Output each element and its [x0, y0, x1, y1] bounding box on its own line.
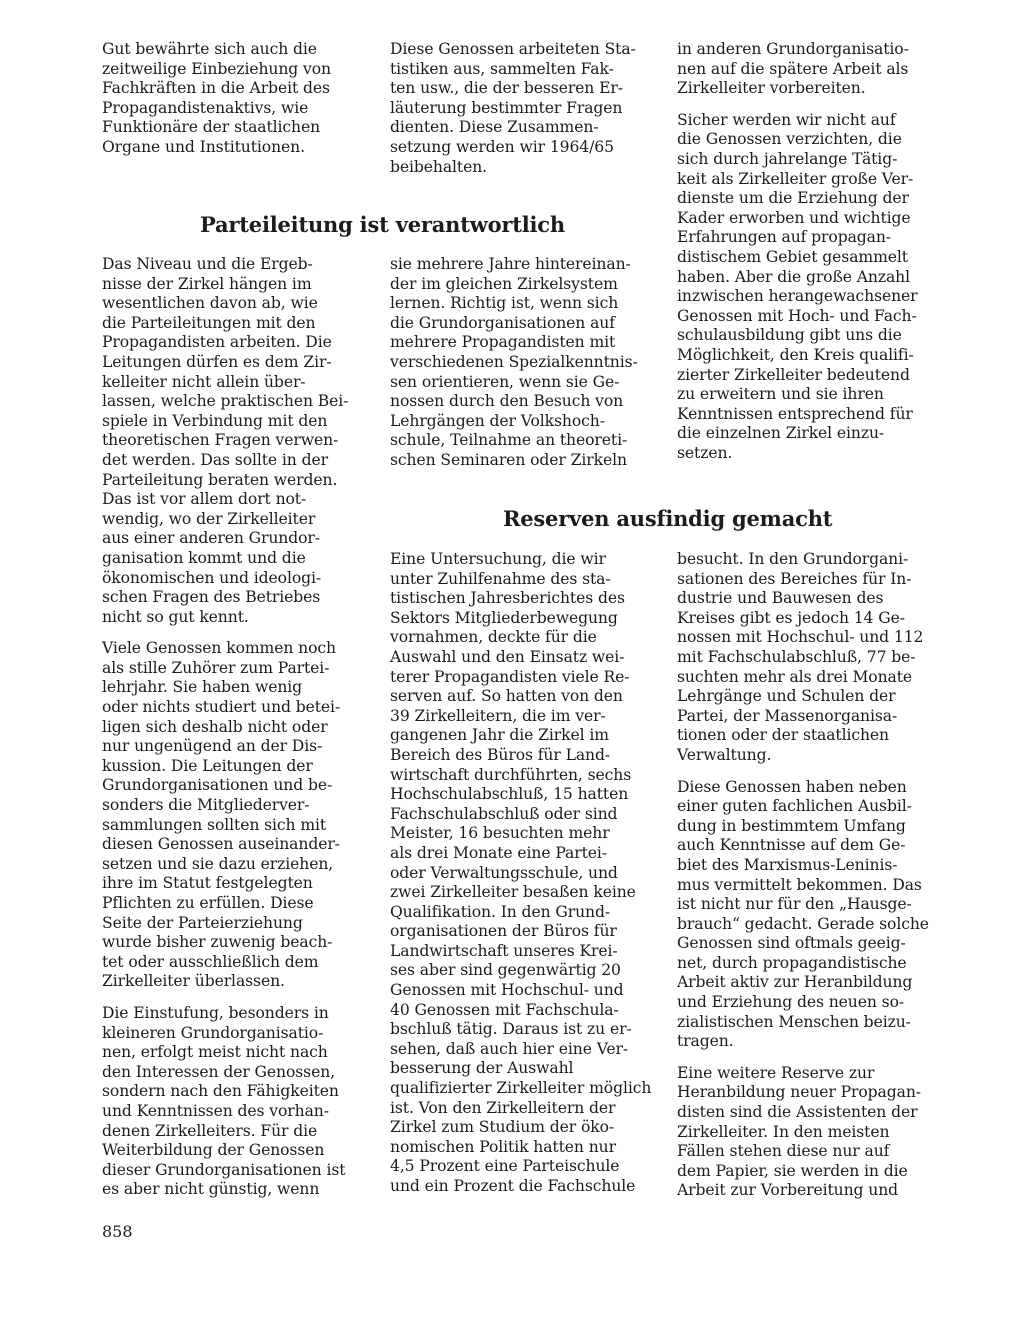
section-heading-2: Reserven ausfindig gemacht [503, 506, 833, 531]
paragraph: Diese Genossen haben neben einer guten fachlichen Ausbil- dung in bestimmtem Umfang auch Kenntnisse auf dem Ge- biet des Marxismus-Leninis- mus vermittelt bekommen. Das ist nicht nur für den „Hausge- brauch“ gedacht. Gerade solche Genossen sind oftmals geeig- net, durch propagandistische Arbeit aktiv zur Heranbildung und Erziehung des neuen so- zialistischen Menschen beizu- tragen. [677, 777, 929, 1051]
paragraph: in anderen Grundorganisatio- nen auf die spätere Arbeit als Zirkelleiter vorbereiten. [677, 40, 909, 98]
paragraph: Die Einstufung, besonders in kleineren Grundorganisatio- nen, erfolgt meist nicht nach den Interessen der Genossen, sondern nach den Fähigkeiten und Kenntnissen des vorhan- denen Zirkelleiters. Für die Weiterbildung der Genossen dieser Grundorganisationen ist es aber nicht günstig, wenn [102, 1003, 346, 1199]
column-3-upper [677, 40, 935, 463]
paragraph: Viele Genossen kommen noch als stille Zuhörer zum Partei- lehrjahr. Sie haben wenig oder nichts studiert und betei- ligen sich deshalb nicht oder nur ungenügend an der Dis- kussion. Die Leitungen der Grundorganisationen und be- sonders die Mitgliederver- sammlungen sollten sich mit diesen Genossen auseinander- setzen und sie dazu erziehen, ihre im Statut festgelegten Pflichten zu erfüllen. Diese Seite der Parteierziehung wurde bisher zuwenig beach- tet oder ausschließlich dem Zirkelleiter überlassen. [102, 639, 341, 991]
column-1 [102, 255, 364, 1200]
paragraph: besucht. In den Grundorgani- sationen des Bereiches für In- dustrie und Bauwesen des Kreises gibt es jedoch 14 Ge- nossen mit Hochschul- und 112 mit Fachschulabschluß, 77 be- suchten mehr als drei Monate Lehrgänge und Schulen der Partei, der Massenorganisa- tionen oder der staatlichen Verwaltung. [677, 550, 924, 764]
top-column-1 [102, 40, 364, 158]
paragraph: Das Niveau und die Ergeb- nisse der Zirkel hängen im wesentlichen davon ab, wie die Parteileitungen mit den Propagandisten arbeiten. Die Leitungen dürfen es dem Zir- kelleiter nicht allein über- lassen, welche praktischen Bei- spiele in Verbindung mit den theoretischen Fragen verwen- det werden. Das sollte in der Parteileitung beraten werden. Das ist vor allem dort not- wendig, wo der Zirkelleiter aus einer anderen Grundor- ganisation kommt und die ökonomischen und ideologi- schen Fragen des Betriebes nicht so gut kennt. [102, 255, 349, 626]
paragraph: Gut bewährte sich auch die zeitweilige Einbeziehung von Fachkräften in die Arbeit des Propagandistenaktivs, wie Funktionäre der staatlichen Organe und Institutionen. [102, 40, 331, 156]
section-heading-1: Parteileitung ist verantwortlich [200, 212, 565, 237]
paragraph: sie mehrere Jahre hintereinan- der im gleichen Zirkelsystem lernen. Richtig ist, wenn sich die Grundorganisationen auf mehrere Propagandisten mit verschiedenen Spezialkenntnis- sen orientieren, wenn sie Ge- nossen durch den Besuch von Lehrgängen der Volkshoch- schule, Teilnahme an theoreti- schen Seminaren oder Zirkeln [390, 255, 638, 469]
paragraph: Eine Untersuchung, die wir unter Zuhilfenahme des sta- tistischen Jahresberichtes des Sektors Mitgliederbewegung vornahmen, deckte für die Auswahl und den Einsatz wei- terer Propagandisten viele Re- serven auf. So hatten von den 39 Zirkelleitern, die im ver- gangenen Jahr die Zirkel im Bereich des Büros für Land- wirtschaft durchführten, sechs Hochschulabschluß, 15 hatten Fachschulabschluß oder sind Meister, 16 besuchten mehr als drei Monate eine Partei- oder Verwaltungsschule, und zwei Zirkelleiter besaßen keine Qualifikation. In den Grund- organisationen der Büros für Landwirtschaft unseres Krei- ses aber sind gegenwärtig 20 Genossen mit Hochschul- und 40 Genossen mit Fachschula- bschluß tätig. Daraus ist zu er- sehen, daß auch hier eine Ver- besserung der Auswahl qualifizierter Zirkelleiter möglich ist. Von den Zirkelleitern der Zirkel zum Studium der öko- nomischen Politik hatten nur 4,5 Prozent eine Parteischule und ein Prozent die Fachschule [390, 550, 652, 1195]
column-2-lower [390, 550, 652, 1197]
column-3-lower [677, 550, 935, 1201]
paragraph: Diese Genossen arbeiteten Sta- tistiken aus, sammelten Fak- ten usw., die der besseren Er- läuterung bestimmter Fragen dienten. Diese Zusammen- setzung werden wir 1964/65 beibehalten. [390, 40, 636, 176]
page-number: 858 [102, 1222, 133, 1241]
column-2-upper [390, 255, 652, 471]
top-column-2 [390, 40, 652, 177]
paragraph: Eine weitere Reserve zur Heranbildung neuer Propagan- disten sind die Assistenten der Zirkelleiter. In den meisten Fällen stehen diese nur auf dem Papier, sie werden in die Arbeit zur Vorbereitung und [677, 1063, 921, 1200]
paragraph: Sicher werden wir nicht auf die Genossen verzichten, die sich durch jahrelange Tätig- keit als Zirkelleiter große Ver- dienste um die Erziehung der Kader erworben und wichtige Erfahrungen auf propagan- distischem Gebiet gesammelt haben. Aber die große Anzahl inzwischen herangewachsener Genossen mit Hoch- und Fach- schulausbildung gibt uns die Möglichkeit, den Kreis qualifi- zierter Zirkelleiter bedeutend zu erweitern und sie ihren Kenntnissen entsprechend für die einzelnen Zirkel einzu- setzen. [677, 110, 918, 462]
